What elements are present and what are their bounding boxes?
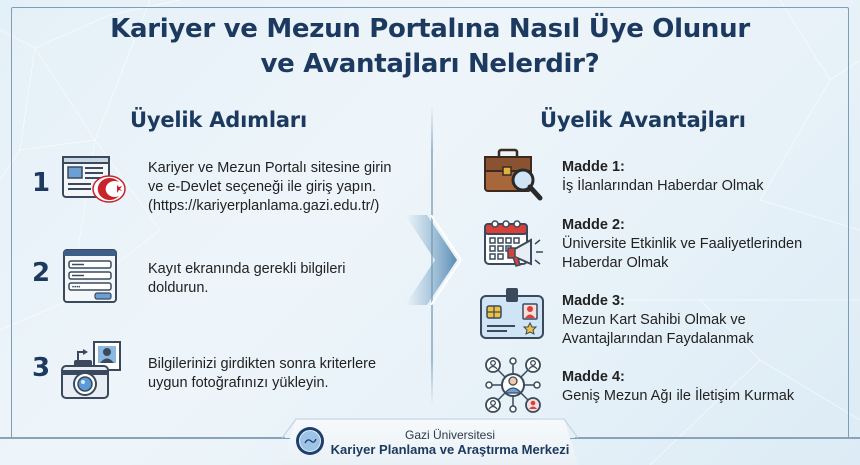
advantage-line: Avantajlarından Faydalanmak xyxy=(562,331,754,347)
step-text-line: doldurun. xyxy=(148,280,209,296)
advantage-label: Madde 1: xyxy=(562,159,625,175)
advantages-heading: Üyelik Avantajları xyxy=(540,108,746,132)
advantage-label: Madde 4: xyxy=(562,369,625,385)
step-text-line: Kayıt ekranında gerekli bilgileri xyxy=(148,261,346,277)
advantage-text xyxy=(562,292,852,349)
footer-rule-left xyxy=(0,437,285,439)
step-number: 1 xyxy=(32,168,51,198)
id-card-icon xyxy=(479,286,545,340)
step-text-line: ve e-Devlet seçeneği ile giriş yapın. xyxy=(148,179,377,195)
step-number: 2 xyxy=(32,258,51,288)
svg-text:••••: •••• xyxy=(72,285,81,291)
advantage-label: Madde 3: xyxy=(562,293,625,309)
registration-form-icon xyxy=(62,248,118,304)
advantage-line: Haberdar Olmak xyxy=(562,255,669,271)
network-people-icon xyxy=(483,355,543,415)
gazi-university-logo xyxy=(295,426,325,456)
browser-edevlet-icon xyxy=(61,155,127,205)
step-text-line: Bilgilerinizi girdikten sonra kriterlere xyxy=(148,356,377,372)
step-text-line: Kariyer ve Mezun Portalı sitesine girin xyxy=(148,160,392,176)
step-text-line: uygun fotoğrafınızı yükleyin. xyxy=(148,375,329,391)
step-text xyxy=(148,159,438,216)
advantage-line: Üniversite Etkinlik ve Faaliyetlerinden xyxy=(562,236,803,252)
step-number: 3 xyxy=(32,353,51,383)
step-text xyxy=(148,260,438,298)
footer-university-name: Gazi Üniversitesi xyxy=(404,428,496,442)
title-line-1: Kariyer ve Mezun Portalına Nasıl Üye Olunur xyxy=(110,14,750,44)
advantage-line: Geniş Mezun Ağı ile İletişim Kurmak xyxy=(562,388,795,404)
footer-center-name: Kariyer Planlama ve Araştırma Merkezi xyxy=(330,442,570,457)
step-text-line: (https://kariyerplanlama.gazi.edu.tr/) xyxy=(148,198,380,214)
advantage-line: Mezun Kart Sahibi Olmak ve xyxy=(562,312,746,328)
steps-heading: Üyelik Adımları xyxy=(130,108,307,132)
briefcase-search-icon xyxy=(483,148,545,202)
calendar-megaphone-icon xyxy=(483,218,547,270)
advantage-text xyxy=(562,216,852,273)
advantage-text xyxy=(562,368,852,406)
step-text xyxy=(148,355,438,393)
advantage-text xyxy=(562,158,852,196)
page-title xyxy=(0,12,860,82)
footer-rule-right xyxy=(575,437,860,439)
advantage-label: Madde 2: xyxy=(562,217,625,233)
camera-photo-upload-icon xyxy=(60,340,124,400)
advantage-line: İş İlanlarından Haberdar Olmak xyxy=(562,178,764,194)
title-line-2: ve Avantajları Nelerdir? xyxy=(260,49,600,79)
